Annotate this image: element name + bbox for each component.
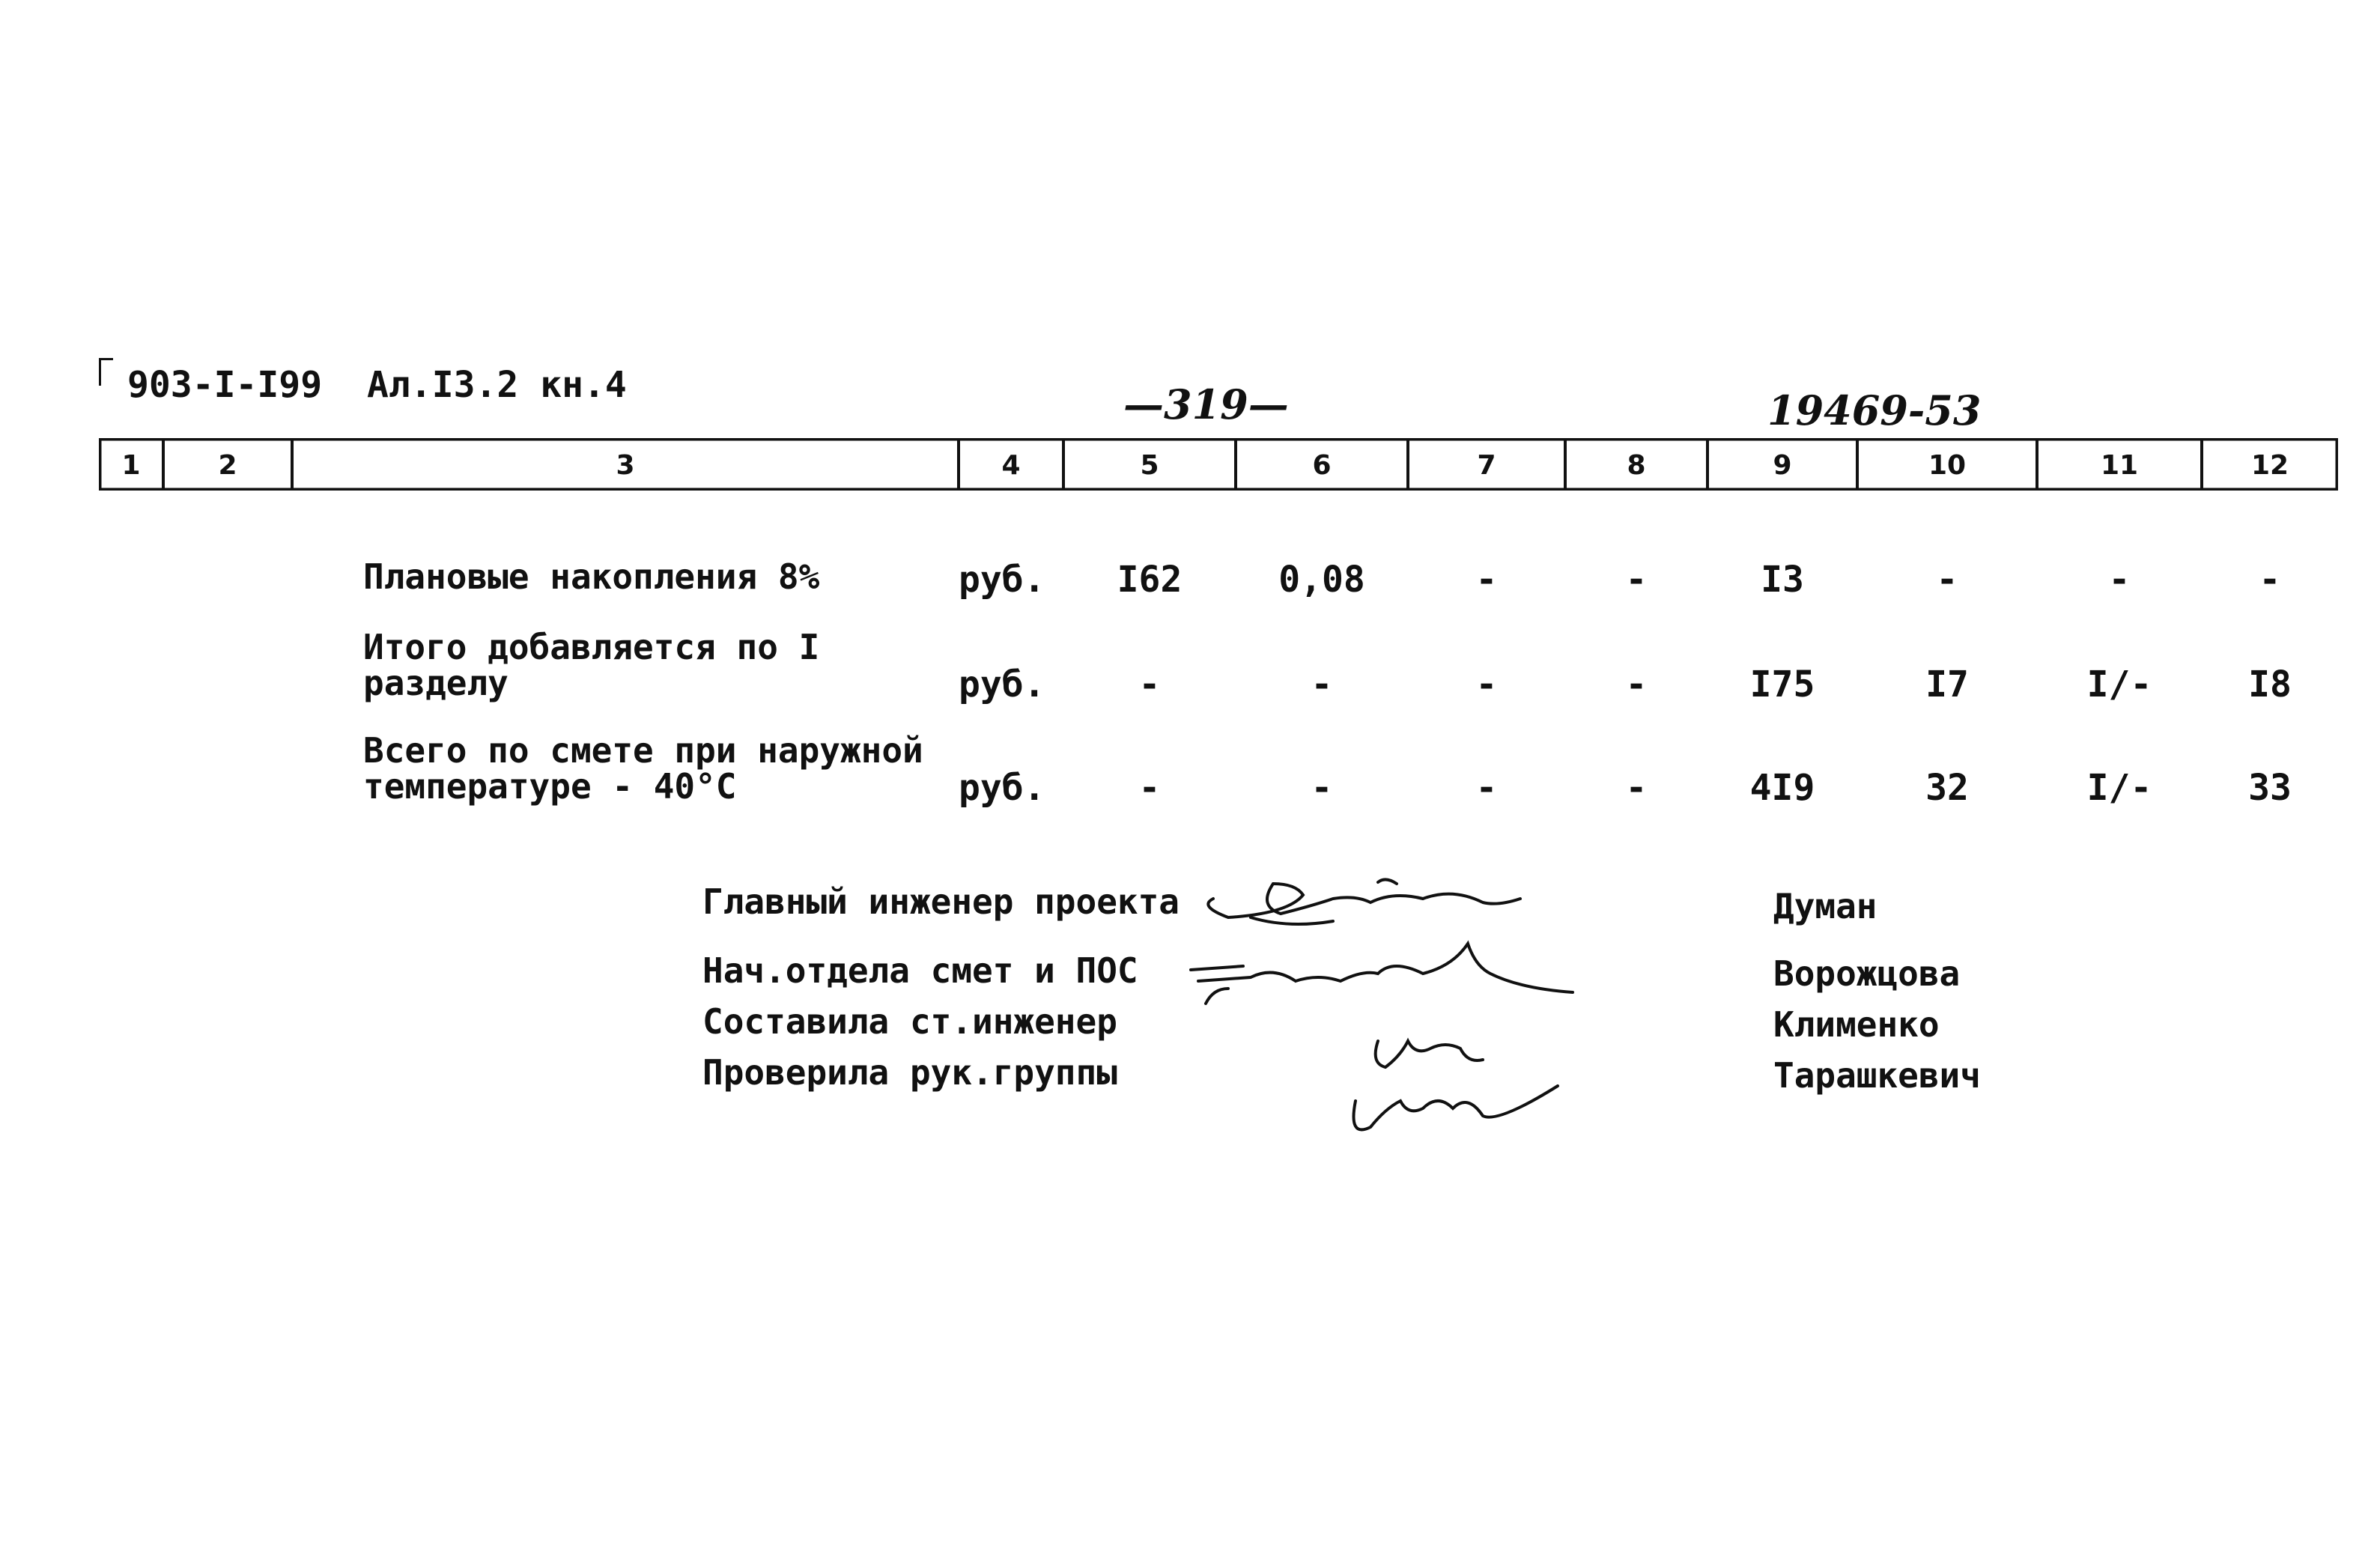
- doc-code: 903-I-I99: [127, 364, 323, 406]
- row-cell-c8: -: [1625, 664, 1648, 705]
- page-number: —319—: [1123, 380, 1289, 428]
- signature-name: Ворожцова: [1773, 953, 1961, 994]
- registration-number: 19469-53: [1767, 386, 1982, 434]
- row-cell-c7: -: [1475, 559, 1498, 601]
- row-cell-c10: 32: [1925, 767, 1969, 809]
- row-cell-c11: -: [2108, 559, 2131, 601]
- signature-role: Главный инженер проекта: [702, 881, 1180, 922]
- row-cell-c8: -: [1625, 559, 1648, 601]
- signature-role: Составила ст.инженер: [702, 1001, 1117, 1042]
- signature-name: Тарашкевич: [1773, 1055, 1981, 1096]
- signature-name: Думан: [1773, 886, 1877, 926]
- row-cell-c9: 4I9: [1749, 767, 1815, 809]
- row-cell-c11: I/-: [2086, 664, 2152, 705]
- corner-mark: [99, 358, 113, 386]
- album-label: Ал.I3.2 кн.4: [367, 364, 627, 406]
- column-header-table: [99, 438, 2338, 491]
- signature-role: Нач.отдела смет и ПОС: [702, 950, 1138, 991]
- row-cell-c5: -: [1138, 767, 1161, 809]
- row-cell-unit: руб.: [959, 767, 1045, 809]
- row-cell-c7: -: [1475, 664, 1498, 705]
- row-cell-c10: I7: [1925, 664, 1969, 705]
- row-label: Всего по смете при наружной температуре - 40°C: [363, 730, 923, 807]
- row-cell-c9: I75: [1749, 664, 1815, 705]
- row-label: Плановые накопления 8%: [363, 556, 820, 597]
- signature-name: Клименко: [1773, 1004, 1940, 1045]
- column-number-1: 1: [121, 450, 141, 481]
- row-cell-c12: I8: [2248, 664, 2292, 705]
- column-number-6: 6: [1312, 450, 1332, 481]
- signature-scribbles: [1183, 861, 1618, 1146]
- column-number-7: 7: [1477, 450, 1496, 481]
- row-cell-c11: I/-: [2086, 767, 2152, 809]
- row-cell-c12: -: [2259, 559, 2281, 601]
- column-number-5: 5: [1140, 450, 1159, 481]
- row-cell-c7: -: [1475, 767, 1498, 809]
- column-number-12: 12: [2250, 450, 2289, 481]
- column-number-10: 10: [1928, 450, 1967, 481]
- row-cell-c5: -: [1138, 664, 1161, 705]
- row-cell-c6: -: [1311, 767, 1333, 809]
- row-label: Итого добавляется по I разделу: [363, 627, 820, 703]
- column-number-11: 11: [2100, 450, 2139, 481]
- row-cell-unit: руб.: [959, 664, 1045, 705]
- column-number-3: 3: [616, 450, 635, 481]
- row-cell-c10: -: [1936, 559, 1958, 601]
- column-number-8: 8: [1627, 450, 1646, 481]
- row-cell-c8: -: [1625, 767, 1648, 809]
- row-cell-c5: I62: [1117, 559, 1183, 601]
- row-cell-c9: I3: [1761, 559, 1804, 601]
- row-cell-unit: руб.: [959, 559, 1045, 601]
- column-number-9: 9: [1773, 450, 1792, 481]
- row-cell-c12: 33: [2248, 767, 2292, 809]
- row-cell-c6: 0,08: [1278, 559, 1365, 601]
- column-number-2: 2: [218, 450, 237, 481]
- column-number-4: 4: [1001, 450, 1021, 481]
- row-cell-c6: -: [1311, 664, 1333, 705]
- signature-role: Проверила рук.группы: [702, 1052, 1117, 1093]
